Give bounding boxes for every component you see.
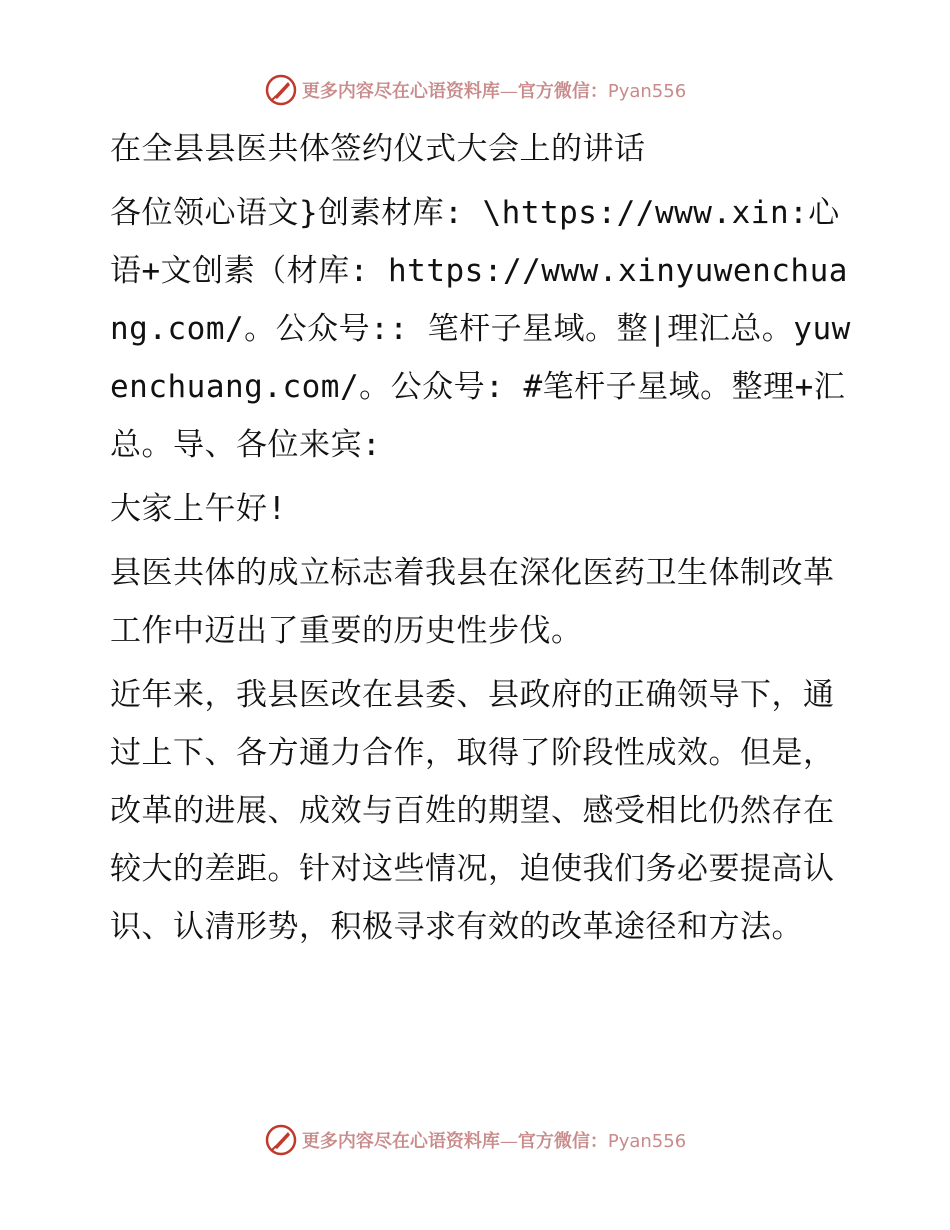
- footer-banner: [0, 1120, 950, 1160]
- banner-main-text: 更多内容尽在心语资料库: [301, 81, 500, 102]
- document-body: [98, 120, 858, 962]
- paragraph-3: 县医共体的成立标志着我县在深化医药卫生体制改革工作中迈出了重要的历史性步伐。: [110, 555, 835, 649]
- quill-logo-icon: [264, 1123, 298, 1157]
- document-title: 在全县县医共体签约仪式大会上的讲话: [110, 131, 646, 167]
- paragraph-1: 各位领心语文}创素材库: \https://www.xin:心语+文创素（材库: https://www.xinyuwenchuang.com/。公众号:: 笔杆子星域。整|理汇总。yuwenchuang.com/。公众号: #笔杆子星域。整理+汇总。导、各位来宾:: [110, 195, 851, 463]
- paragraph-4: 近年来，我县医改在县委、县政府的正确领导下，通过上下、各方通力合作，取得了阶段性成效。但是，改革的进展、成效与百姓的期望、感受相比仍然存在较大的差距。针对这些情况，迫使我们务必要提高认识、认清形势，积极寻求有效的改革途径和方法。: [110, 677, 835, 945]
- quill-logo-icon: [264, 73, 298, 107]
- banner-dash: —: [499, 81, 518, 102]
- paragraph-2: 大家上午好!: [110, 491, 287, 527]
- footer-dash: —: [499, 1131, 518, 1152]
- header-banner: [0, 70, 950, 110]
- footer-main-text: 更多内容尽在心语资料库: [301, 1131, 500, 1152]
- footer-wechat-label: 官方微信：: [517, 1131, 608, 1152]
- banner-wechat-label: 官方微信：: [517, 81, 608, 102]
- footer-wechat-id: Pyan556: [607, 1131, 687, 1152]
- banner-wechat-id: Pyan556: [607, 81, 687, 102]
